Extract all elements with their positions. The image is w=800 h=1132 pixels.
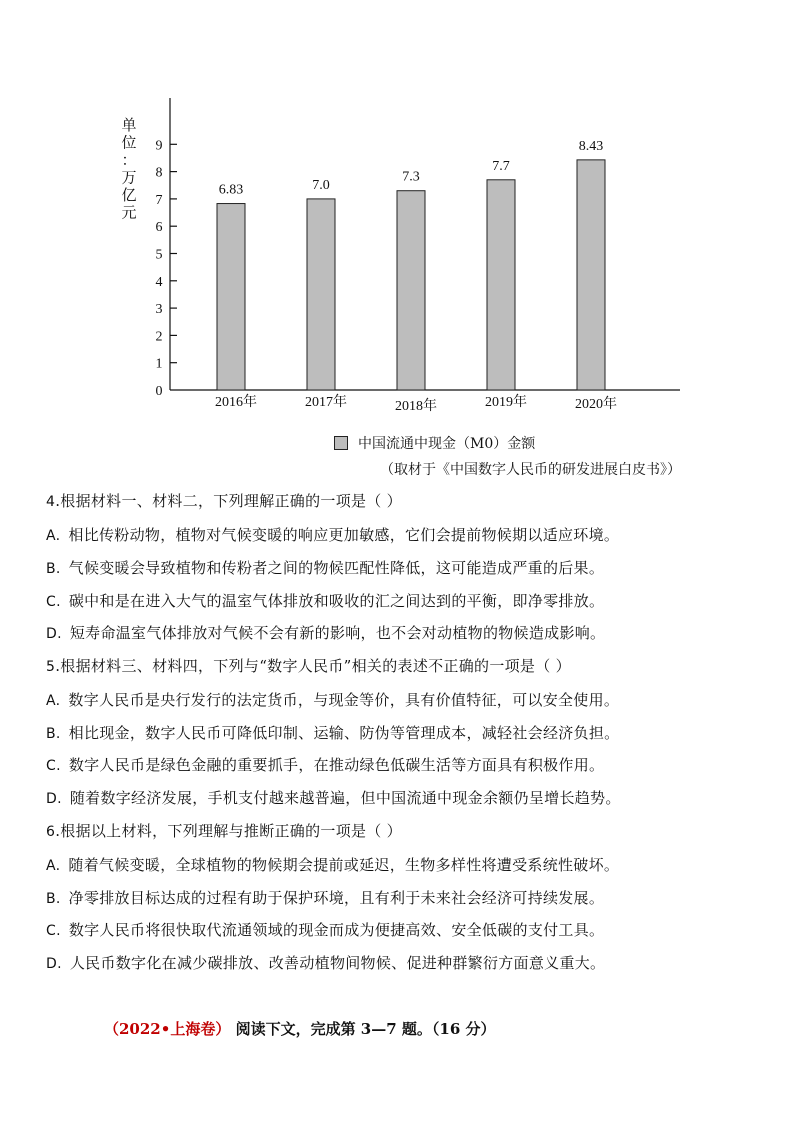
bar-value-label: 7.3 [402,169,420,185]
y-tick-label: 4 [155,274,163,290]
question-6-option-c: C. 数字人民币将很快取代流通领域的现金而成为便捷高效、安全低碳的支付工具。 [46,921,605,939]
section-instruction: 阅读下文，完成第 3—7 题。（16 分） [235,1020,496,1038]
source-note: （取材于《中国数字人民币的研发进展白皮书》） [380,462,681,478]
y-tick-label: 2 [155,329,163,345]
x-tick-label: 2017年 [305,395,347,410]
chart-legend [334,433,535,453]
question-5-option-c: C. 数字人民币是绿色金融的重要抓手，在推动绿色低碳生活等方面具有积极作用。 [46,756,605,774]
x-tick-label: 2018年 [395,399,437,414]
question-4-option-c: C. 碳中和是在进入大气的温室气体排放和吸收的汇之间达到的平衡，即净零排放。 [46,592,605,610]
exam-source-tag: （2022•上海卷） [104,1020,231,1038]
bar-value-label: 6.83 [218,182,244,198]
y-tick-label: 6 [155,220,163,236]
question-6-option-d: D. 人民币数字化在减少碳排放、改善动植物间物候、促进种群繁衍方面意义重大。 [46,954,606,972]
y-tick-label: 9 [155,138,163,154]
y-tick-label: 3 [155,302,163,318]
question-5-option-a: A. 数字人民币是央行发行的法定货币，与现金等价，具有价值特征，可以安全使用。 [46,691,620,709]
question-4-option-a: A. 相比传粉动物，植物对气候变暖的响应更加敏感，它们会提前物候期以适应环境。 [46,526,620,544]
question-6-option-a: A. 随着气候变暖，全球植物的物候期会提前或延迟，生物多样性将遭受系统性破坏。 [46,856,620,874]
y-tick-label: 0 [155,384,163,399]
x-tick-label: 2019年 [485,395,527,410]
question-6-option-b: B. 净零排放目标达成的过程有助于保护环境，且有利于未来社会经济可持续发展。 [46,889,605,907]
x-tick-label: 2016年 [215,395,257,410]
y-axis-label-text: 单位：万亿元 [121,118,137,222]
y-tick-label: 5 [155,247,163,263]
y-tick-label: 8 [155,165,163,181]
bar [397,191,425,390]
bar-value-label: 7.7 [492,158,510,174]
question-4-stem: 4.根据材料一、材料二，下列理解正确的一项是（ ） [46,492,402,510]
bar-chart [0,0,800,430]
question-4-option-b: B. 气候变暖会导致植物和传粉者之间的物候匹配性降低，这可能造成严重的后果。 [46,559,605,577]
section-heading [104,1018,496,1039]
legend-swatch [334,436,348,450]
y-tick-label: 1 [155,356,163,372]
legend-label: 中国流通中现金（M0）金额 [358,436,536,452]
bar [307,199,335,390]
question-5-stem: 5.根据材料三、材料四，下列与“数字人民币”相关的表述不正确的一项是（ ） [46,657,571,675]
bar [217,204,245,390]
x-tick-label: 2020年 [575,397,617,412]
bar [487,180,515,390]
y-tick-label: 7 [155,192,163,208]
question-6-stem: 6.根据以上材料，下列理解与推断正确的一项是（ ） [46,822,402,840]
y-axis-label [121,117,136,222]
question-4-option-d: D. 短寿命温室气体排放对气候不会有新的影响，也不会对动植物的物候造成影响。 [46,624,606,642]
bar [577,160,605,390]
bar-value-label: 7.0 [312,177,330,193]
question-5-option-d: D. 随着数字经济发展，手机支付越来越普遍，但中国流通中现金余额仍呈增长趋势。 [46,789,621,807]
question-5-option-b: B. 相比现金，数字人民币可降低印制、运输、防伪等管理成本，减轻社会经济负担。 [46,724,620,742]
bar-value-label: 8.43 [578,138,604,154]
